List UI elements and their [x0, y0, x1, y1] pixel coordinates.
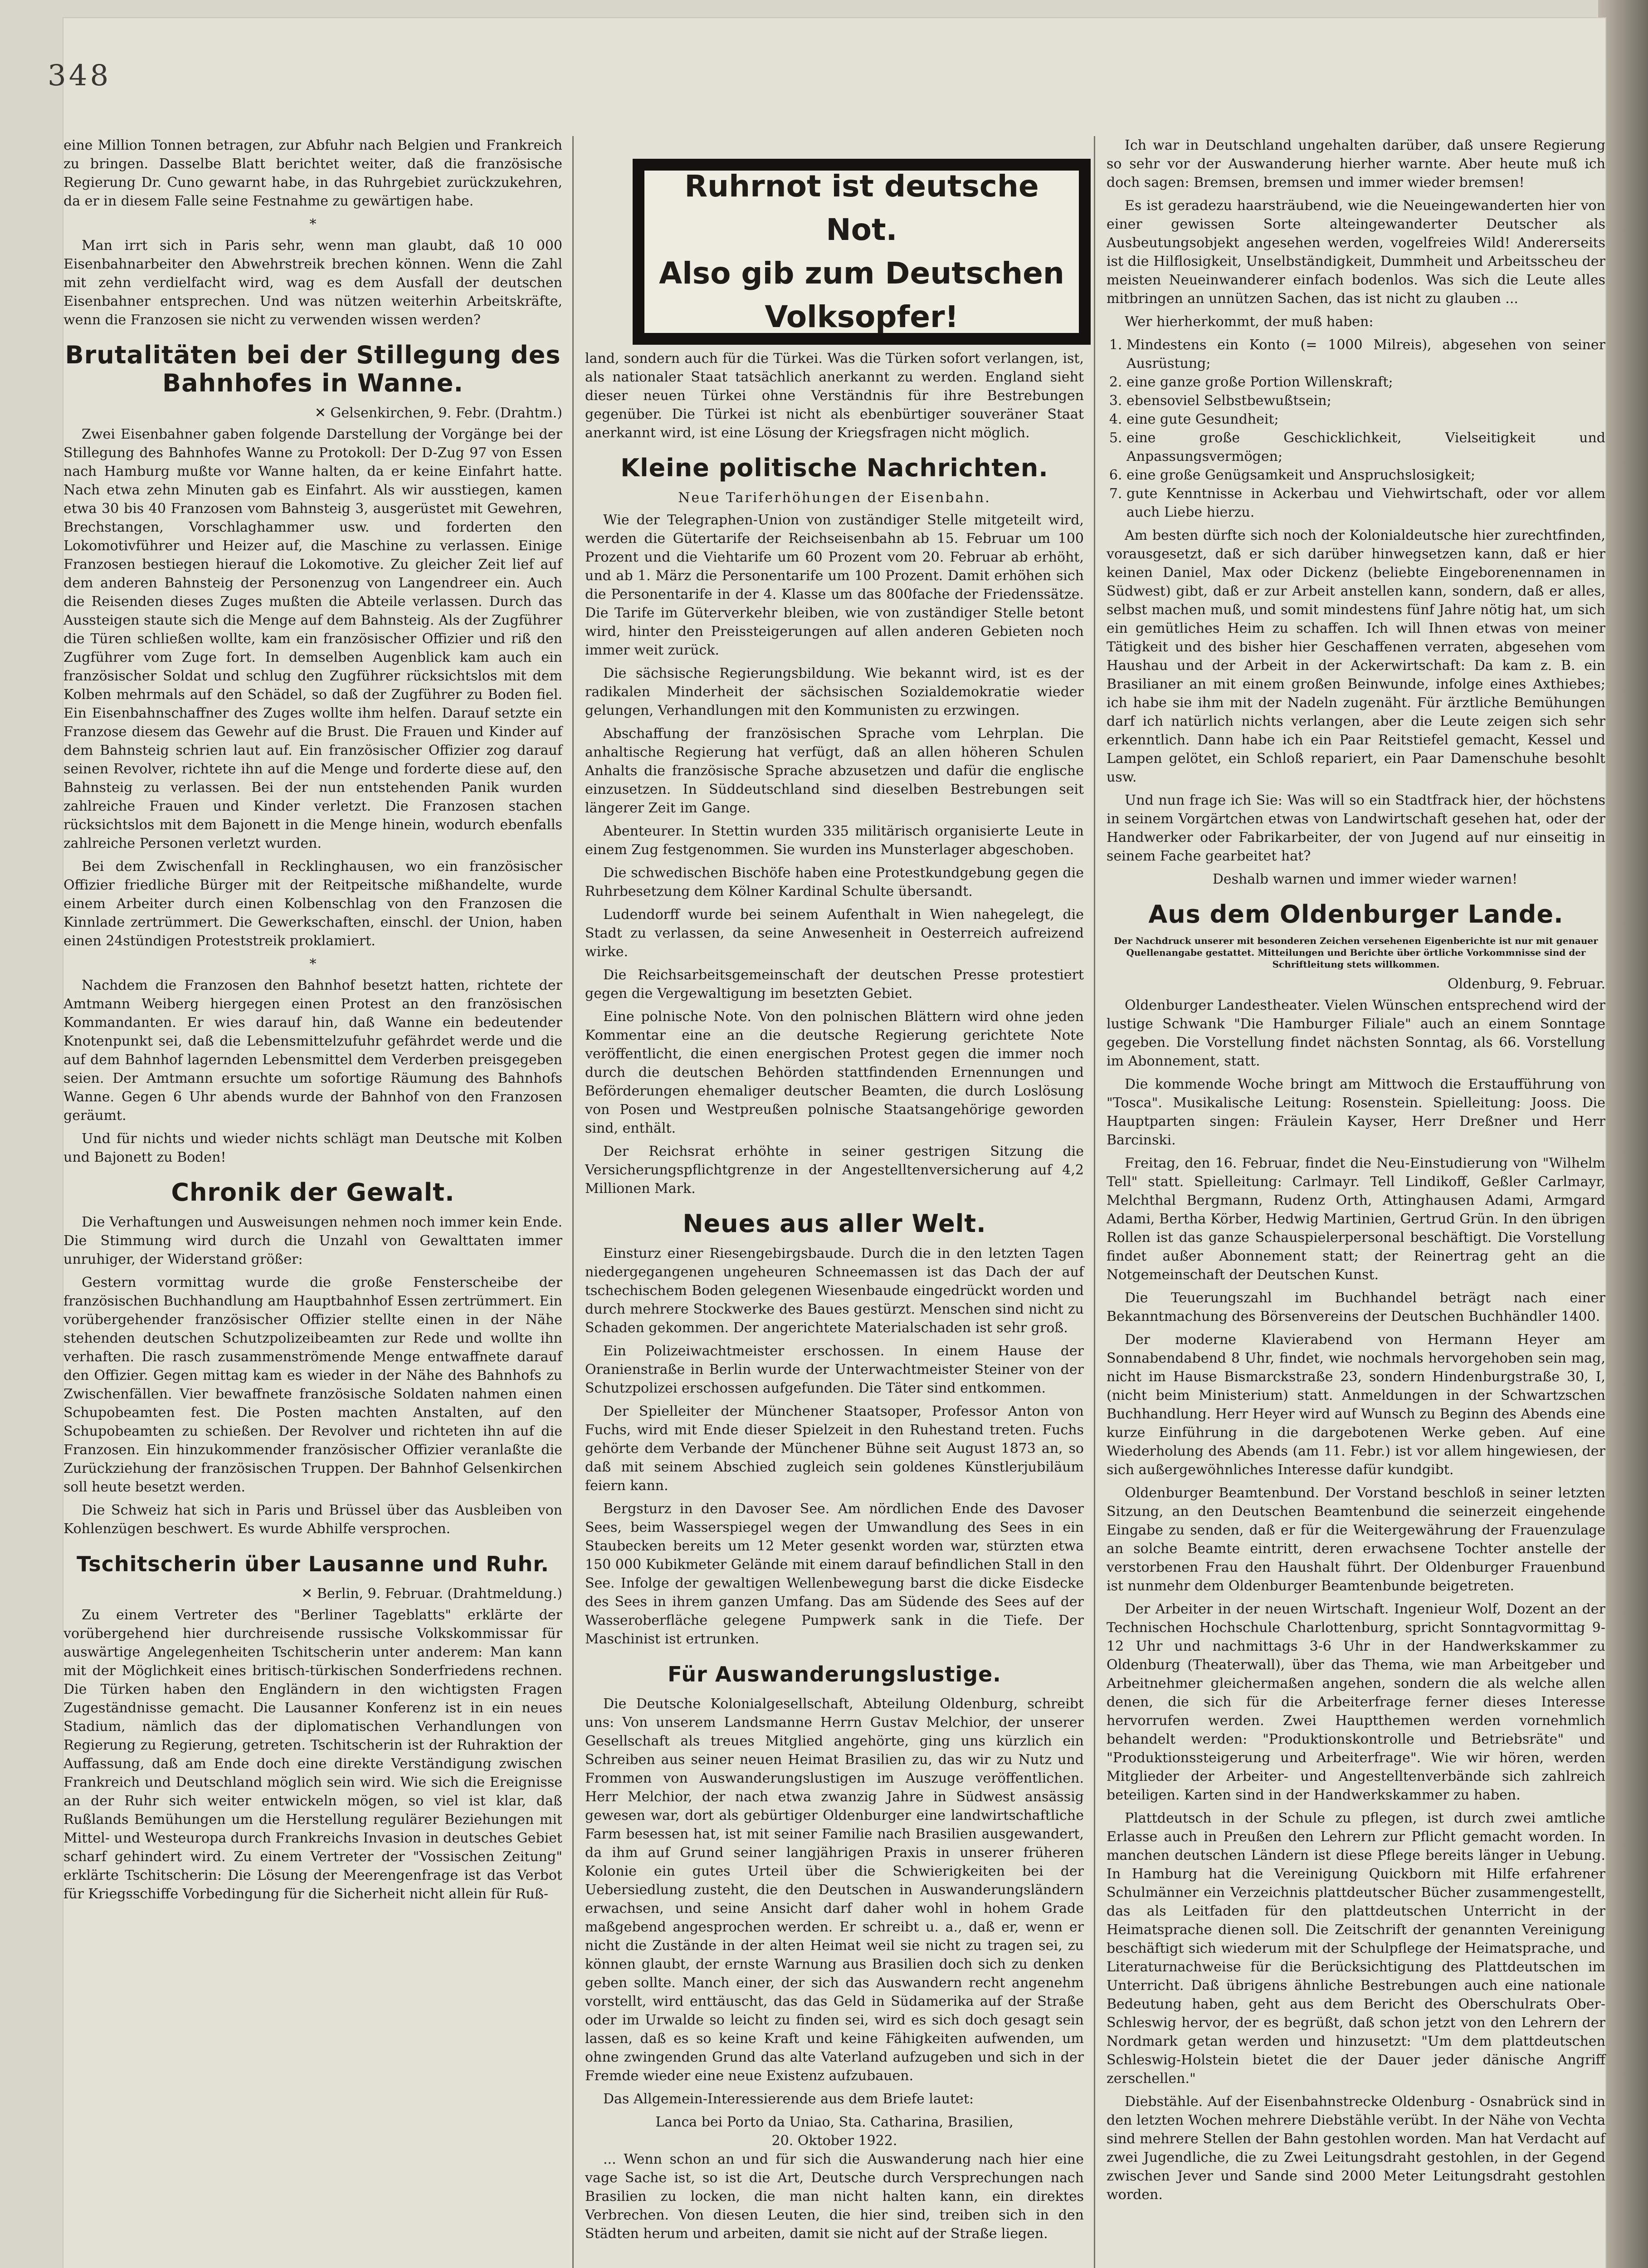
article-body: Nachdem die Franzosen den Bahnhof besetzt hatten, richtete der Amtmann Weiberg hiergegen einen Protest an den französischen Kommandanten. Er wies darauf hin, daß Wanne ein bedeutender Knotenpunkt sei, daß die Lebensmittelzufuhr gefährdet werde und die auf dem Bahnhof lagernden Lebensmittel dem Verderben preisgegeben seien. Der Amtmann ersuchte um sofortige Räumung des Bahnhofs Wanne. Gegen 6 Uhr abends wurde der Bahnhof von den Franzosen geräumt. — [63, 978, 562, 1124]
article-body: Die Reichsarbeitsgemeinschaft der deutschen Presse protestiert gegen die Vergewaltigung im besetzten Gebiet. — [585, 967, 1084, 1002]
requirements-list — [1107, 336, 1605, 522]
letter-place: Lanca bei Porto da Uniao, Sta. Catharina, Brasilien, — [655, 2114, 1014, 2130]
col1-intro: eine Million Tonnen betragen, zur Abfuhr nach Belgien und Frankreich zu bringen. Dasselbe Blatt berichtet weiter, daß die französische Regierung Dr. Cuno gewarnt habe, in das Ruhrgebiet zurückzukehren, da er in diesem Falle seine Festnahme zu gewärtigen habe. — [63, 137, 562, 209]
article-body: Die Teuerungszahl im Buchhandel beträgt nach einer Bekanntmachung des Börsenvereins der Deutschen Buchhändler 1400. — [1107, 1290, 1605, 1325]
dateline-berlin: ✕ Berlin, 9. Februar. (Drahtmeldung.) — [301, 1586, 562, 1602]
col1-para2: Man irrt sich in Paris sehr, wenn man glaubt, daß 10 000 Eisenbahnarbeiter den Abwehrstreik brechen können. Wenn die Zahl mit zehn verdielfacht wird, wag es dem Ausfall der deutschen Eisenbahner entsprechen. Und was nützen weiterhin Arbeitskräfte, wenn die Franzosen sie nicht zu verwenden wissen werden? — [63, 238, 562, 328]
article-body: Der moderne Klavierabend von Hermann Heyer am Sonnabendabend 8 Uhr, findet, wie nochmals hervorgehoben sein mag, nicht im Hause Bismarckstraße 23, sondern Hindenburgstraße 30, I, (nicht beim Ministerium) statt. Anmeldungen in der Schwartzschen Buchhandlung. Herr Heyer wird auf Wunsch zu Beginn des Abends eine kurze Einführung in die dargebotenen Werke geben. Auf eine Wiederholung des Abends (am 11. Febr.) ist vor allem hingewiesen, der sich außergewöhnliches Interesse dafür kundgibt. — [1107, 1332, 1605, 1478]
article-body: ... Wenn schon an und für sich die Auswanderung nach hier eine vage Sache ist, so ist die Art, Deutsche durch Versprechungen nach Brasilien zu locken, die man nicht halten kann, ein direktes Verbrechen. Von diesen Leuten, die hier sind, treiben sich in den Städten herum und arbeiten, damit sie nicht auf der Straße liegen. — [585, 2151, 1084, 2242]
list-item: 4. eine gute Gesundheit; — [1126, 410, 1605, 429]
section-star: * — [309, 216, 317, 232]
column-rule-2 — [1094, 136, 1095, 2268]
article-body: Der Reichsrat erhöhte in seiner gestrigen Sitzung die Versicherungspflichtgrenze in der Angestelltenversicherung auf 4,2 Millionen Mark. — [585, 1144, 1084, 1197]
article-body: Diebstähle. Auf der Eisenbahnstrecke Oldenburg - Osnabrück sind in den letzten Wochen mehrere Diebstähle verübt. In der Nähe von Vechta sind mehrere Stellen der Bahn gestohlen worden. Man hat Verdacht auf zwei Jugendliche, die zu Zwei Leitungsdraht gestohlen, in der Gegend zwischen Jever und Sande sind 2000 Meter Leitungsdraht gestohlen worden. — [1107, 2094, 1605, 2203]
article-body: Ein Polizeiwachtmeister erschossen. In einem Hause der Oranienstraße in Berlin wurde der Unterwachtmeister Steiner von der Schutzpolizei erschossen aufgefunden. Die Täter sind entkommen. — [585, 1343, 1084, 1396]
letter-date: 20. Oktober 1922. — [771, 2133, 897, 2149]
section-star: * — [309, 956, 317, 972]
list-item: 3. ebensoviel Selbstbewußtsein; — [1126, 391, 1605, 410]
article-body: Deshalb warnen und immer wieder warnen! — [1212, 871, 1518, 887]
headline-chronik: Chronik der Gewalt. — [171, 1178, 455, 1207]
page-number: 348 — [48, 59, 112, 93]
headline-kleine-politische: Kleine politische Nachrichten. — [620, 454, 1048, 482]
article-body: Gestern vormittag wurde die große Fensterscheibe der französischen Buchhandlung am Hauptbahnhof Essen zertrümmert. Ein vorübergehender französischer Offizier stellte einen in der Nähe stehenden deutschen Schutzpolizeibeamten zur Rede und wollte ihn verhaften. Die rasch zusammenströmende Menge entwaffnete darauf den Offizier. Gegen mittag kam es wieder in der Nähe des Bahnhofs zu Zwischenfällen. Vier bewaffnete französische Soldaten nahmen einen Schupobeamten fest. Die Posten machten Anstalten, auf den Schupobeamten zu schießen. Der Revolver und richteten ihn auf die Franzosen. Ein hinzukommender französischer Offizier veranlaßte die Zurückziehung der französischen Truppen. Der Bahnhof Gelsenkirchen soll heute besetzt werden. — [63, 1275, 562, 1495]
column-rule-1 — [572, 136, 574, 2268]
list-item: 1. Mindestens ein Konto (= 1000 Milreis), abgesehen von seiner Ausrüstung; — [1126, 336, 1605, 373]
article-body: Der Arbeiter in der neuen Wirtschaft. Ingenieur Wolf, Dozent an der Technischen Hochschule Charlottenburg, spricht Sonntagvormittag 9-12 Uhr und nachmittags 3-6 Uhr in der Handwerkskammer zu Oldenburg (Theaterwall), über das Thema, wie man Arbeitgeber und Arbeitnehmer gleichermaßen angehen, sondern die als welche allen denen, die sich für die Arbeiterfrage ferner dieses Interesse hervorrufen werden. Zwei Hauptthemen werden vornehmlich behandelt werden: "Produktionskontrolle und Betriebsräte" und "Produktionssteigerung und Arbeiterfrage". Wie wir hören, werden Mitglieder der Arbeiter- und Angestelltenverbände sich zahlreich beteiligen. Karten sind in der Handwerkskammer zu haben. — [1107, 1601, 1605, 1803]
article-body: Die sächsische Regierungsbildung. Wie bekannt wird, ist es der radikalen Minderheit der sächsischen Sozialdemokratie wieder gelungen, Verhandlungen mit den Kommunisten zu erzwingen. — [585, 665, 1084, 719]
article-body: Die Deutsche Kolonialgesellschaft, Abteilung Oldenburg, schreibt uns: Von unserem Landsmanne Herrn Gustav Melchior, der unserer Gesellschaft als treues Mitglied angehörte, ging uns kürzlich ein Schreiben aus seiner neuen Heimat Brasilien zu, das wir zu Nutz und Frommen von Auswanderungslustigen im Auszuge veröffentlichen. Herr Melchior, der nach etwa zwanzig Jahre in Südwest ansässig gewesen war, dort als gebürtiger Oldenburger eine landwirtschaftliche Farm besessen hat, ist mit seiner Familie nach Brasilien ausgewandert, da ihm auf Grund seiner langjährigen Praxis in unserer früheren Kolonie ein gutes Urteil über die Schwierigkeiten bei der Uebersiedlung zusteht, die den Deutschen in Auswanderungsländern erwachsen, und seine Ansicht darf daher wohl in hohem Grade maßgebend angesprochen werden. Er schreibt u. a., daß er, wenn er nicht die Zustände in der alten Heimat weil sie nicht zu tragen sei, zu können glaubt, der ernste Warnung aus Brasilien doch sich zu denken geben sollte. Manch einer, der sich das Auswandern recht angenehm vorstellt, wird enttäuscht, das das Geld in Südamerika auf der Straße oder im Urwalde so leicht zu finden sei, wird es sich doch gesagt sein lassen, daß es so keine Kraft und keine Fähigkeiten aufwenden, um ohne zwingenden Grund das alte Vaterland aufzugeben und sich in der Fremde wieder eine neue Existenz aufzubauen. — [585, 1696, 1084, 2084]
headline-neues-aus-aller-welt: Neues aus aller Welt. — [683, 1209, 986, 1238]
article-body: Ludendorff wurde bei seinem Aufenthalt in Wien nahegelegt, die Stadt zu verlassen, da seine Anwesenheit in Oesterreich aufreizend wirke. — [585, 907, 1084, 960]
list-item: 6. eine große Genügsamkeit und Anspruchslosigkeit; — [1126, 466, 1605, 484]
article-body: Oldenburger Beamtenbund. Der Vorstand beschloß in seiner letzten Sitzung, an den Deutschen Beamtenbund die seinerzeit eingehende Eingabe zu senden, daß er für die Weitergewährung der Frauenzulage an solche Beamte eintritt, deren erwachsene Tochter anstelle der verstorbenen Frau den Haushalt führt. Der Oldenburger Frauenbund ist nunmehr dem Oldenburger Beamtenbunde beigetreten. — [1107, 1485, 1605, 1594]
article-body: Es ist geradezu haarsträubend, wie die Neueingewanderten hier von einer gewissen Sorte alteingewanderter Deutscher als Ausbeutungsobjekt angesehen werden, vogelfreies Wild! Andererseits ist die Hilflosigkeit, Unselbständigkeit, Dummheit und Arbeitsscheu der meisten Neueinwanderer einfach bodenlos. Was sich die Leute alles mitbringen an unnützen Sachen, das ist nicht zu glauben ... — [1107, 198, 1605, 307]
article-body: Die schwedischen Bischöfe haben eine Protestkundgebung gegen die Ruhrbesetzung dem Kölner Kardinal Schulte übersandt. — [585, 865, 1084, 899]
dateline-gelsenkirchen: ✕ Gelsenkirchen, 9. Febr. (Drahtm.) — [314, 405, 562, 421]
article-body: Bei dem Zwischenfall in Recklinghausen, wo ein französischer Offizier friedliche Bürger mit der Reitpeitsche mißhandelte, wurde einem Arbeiter durch einen Kolbenschlag von den Franzosen die Kinnlade zertrümmert. Die Gewerkschaften, einschl. der Union, haben einen 24stündigen Proteststreik proklamiert. — [63, 859, 562, 949]
article-body: Oldenburger Landestheater. Vielen Wünschen entsprechend wird der lustige Schwank "Die Hamburger Filiale" auch an einem Sonntage gegeben. Die Vorstellung findet nächsten Sonntag, als 66. Vorstellung im Abonnement, statt. — [1107, 997, 1605, 1069]
article-body: Wie der Telegraphen-Union von zuständiger Stelle mitgeteilt wird, werden die Gütertarife der Reichseisenbahn ab 15. Februar um 100 Prozent und die Viehtarife um 60 Prozent vom 20. Februar ab erhöht, und ab 1. März die Personentarife um 100 Prozent. Damit erhöhen sich die Personentarife in der 4. Klasse um das 800fache der Friedenssätze. Die Tarife im Güterverkehr bleiben, wie von zuständiger Stelle betont wird, hinter den Preissteigerungen auf allen anderen Gebieten noch immer weit zurück. — [585, 512, 1084, 658]
col2-intro: land, sondern auch für die Türkei. Was die Türken sofort verlangen, ist, als nationaler Staat tatsächlich anerkannt zu werden. England sieht dieser neuen Türkei ohne Verständnis für ihre Bestrebungen gegenüber. Die Türkei ist nicht als ebenbürtiger souveräner Staat anerkannt wird, ist eine Lösung der Kriegsfragen nicht möglich. — [585, 351, 1084, 441]
article-body: Einsturz einer Riesengebirgsbaude. Durch die in den letzten Tagen niedergegangenen ungeheuren Schneemassen ist das Dach der auf tschechischem Boden gelegenen Wiesenbaude eingedrückt worden und durch mehrere Stockwerke des Baues gestürzt. Menschen sind nicht zu Schaden gekommen. Der angerichtete Materialschaden ist sehr groß. — [585, 1246, 1084, 1336]
headline-oldenburger-lande: Aus dem Oldenburger Lande. — [1148, 900, 1564, 929]
article-body: Bergsturz in den Davoser See. Am nördlichen Ende des Davoser Sees, beim Wasserspiegel wegen der Umwandlung des Sees in ein Staubecken bereits um 12 Meter gesenkt worden war, stürzten etwa 150 000 Kubikmeter Gelände mit einem darauf befindlichen Stall in den See. Infolge der gewaltigen Wellenbewegung barst die dicke Eisdecke des Sees in ihrem ganzen Umfang. Das am Südende des Sees auf der Wasseroberfläche gelegene Pumpwerk sank in die Tiefe. Der Maschinist ist ertrunken. — [585, 1501, 1084, 1647]
list-item: 2. eine ganze große Portion Willenskraft; — [1126, 373, 1605, 391]
article-body: Die Verhaftungen und Ausweisungen nehmen noch immer kein Ende. Die Stimmung wird durch die Unzahl von Gewalttaten immer unruhiger, der Widerstand größer: — [63, 1214, 562, 1267]
list-item: 7. gute Kenntnisse in Ackerbau und Viehwirtschaft, oder vor allem auch Liebe hierzu. — [1126, 484, 1605, 522]
article-body: Der Spielleiter der Münchener Staatsoper, Professor Anton von Fuchs, wird mit Ende dieser Spielzeit in den Ruhestand treten. Fuchs gehörte dem Verbande der Münchener Bühne seit August 1873 an, so daß mit seinem Abschied zugleich sein goldenes Künstlerjubiläum feiern kann. — [585, 1403, 1084, 1494]
column-3 — [1107, 136, 1605, 2209]
list-item: 5. eine große Geschicklichkeit, Vielseitigkeit und Anpassungsvermögen; — [1126, 429, 1605, 466]
column-1 — [63, 136, 562, 1908]
article-body: Freitag, den 16. Februar, findet die Neu-Einstudierung von "Wilhelm Tell" statt. Spielleitung: Carlmayr. Tell Lindikoff, Geßler Carlmayr, Melchthal Bergmann, Rudenz Orth, Attinghausen Adami, Armgard Adami, Bertha Körber, Hedwig Martinien, Gertrud Grün. In den übrigen Rollen ist das ganze Schauspielerpersonal beschäftigt. Die Vorstellung findet außer Abonnement statt; der Reinertrag geht an die Notgemeinschaft der Deutschen Kunst. — [1107, 1155, 1605, 1283]
headline-wanne: Brutalitäten bei der Stillegung des Bahnhofes in Wanne. — [65, 341, 561, 397]
book-edge — [1598, 0, 1648, 2268]
article-body: Eine polnische Note. Von den polnischen Blättern wird ohne jeden Kommentar eine an die deutsche Regierung gerichtete Note veröffentlicht, die einen energischen Protest gegen die immer noch durch die deutschen Behörden stattfindenden Ernennungen und Beförderungen ehemaliger deutscher Beamten, die durch Loslösung von Posen und Westpreußen polnische Staatsangehörige geworden sind, enthält. — [585, 1009, 1084, 1136]
column-2 — [585, 349, 1084, 2248]
article-body: Das Allgemein-Interessierende aus dem Briefe lautet: — [603, 2091, 974, 2107]
article-body: Wer hierherkommt, der muß haben: — [1125, 314, 1374, 330]
subheadline-tarife: Neue Tariferhöhungen der Eisenbahn. — [678, 490, 991, 506]
dateline-oldenburg: Oldenburg, 9. Februar. — [1447, 976, 1605, 992]
article-body: Und nun frage ich Sie: Was will so ein Stadtfrack hier, der höchstens in seinem Vorgärtchen etwas von Landwirtschaft gesehen hat, oder der Handwerker oder Fabrikarbeiter, der von Jugend auf nur einseitig in seinem Fache gearbeitet hat? — [1107, 792, 1605, 864]
article-body: Die Schweiz hat sich in Paris und Brüssel über das Ausbleiben von Kohlenzügen beschwert. Es wurde Abhilfe versprochen. — [63, 1502, 562, 1537]
article-body: Die kommende Woche bringt am Mittwoch die Erstaufführung von "Tosca". Musikalische Leitung: Rosenstein. Spielleitung: Jooss. Die Hauptparten singen: Fräulein Kayser, Herr Dreßner und Herr Barcinski. — [1107, 1076, 1605, 1148]
appeal-line-1: Ruhrnot ist deutsche Not. — [684, 169, 1039, 247]
article-body: Am besten dürfte sich noch der Kolonialdeutsche hier zurechtfinden, vorausgesetzt, daß er sich darüber hinwegsetzen kann, daß er hier keinen Daniel, Max oder Dickenz (beliebte Eingeborenennamen in Südwest) gibt, daß er zur Arbeit anstellen kann, sondern, daß er alles, selbst machen muß, und somit mindestens fünf Jahre nötig hat, um sich ein gemütliches Heim zu schaffen. Ich will Ihnen etwas von meiner Tätigkeit und des bisher hier Geschaffenen verraten, abgesehen vom Haushau und der Arbeit in der Ackerwirtschaft: Da kam z. B. ein Brasilianer an mit einem großen Beinwunde, infolge eines Axthiebes; ich habe sie ihm mit der Nadeln zugenäht. Für ärztliche Bemühungen darf ich natürlich nichts verlangen, aber die Leute zeigen sich sehr erkenntlich. Dann habe ich ein Paar Reitstiefel gemacht, Kessel und Lampen gelötet, ein Schloß repariert, ein Paar Damenschuhe besohlt usw. — [1107, 528, 1605, 785]
headline-auswanderung: Für Auswanderungslustige. — [668, 1662, 1001, 1686]
article-body: Und für nichts und wieder nichts schlägt man Deutsche mit Kolben und Bajonett zu Boden! — [63, 1131, 562, 1165]
article-body: Zwei Eisenbahner gaben folgende Darstellung der Vorgänge bei der Stillegung des Bahnhofes Wanne zu Protokoll: Der D-Zug 97 von Essen nach Hamburg mußte vor Wanne halten, da er keine Einfahrt hatte. Nach etwa zehn Minuten gab es Einfahrt. Als wir ausstiegen, kamen etwa 30 bis 40 Franzosen vom Bahnsteig 3, ausgerüstet mit Gewehren, Brechstangen, Vorschlaghammer usw. und forderten den Lokomotivführer und Heizer auf, die Maschine zu verlassen. Einige Franzosen bestiegen hierauf die Lokomotive. Zu gleicher Zeit lief auf dem anderen Bahnsteig der Personenzug von Langendreer ein. Auch die Reisenden dieses Zuges mußten die Abteile verlassen. Durch das Aussteigen staute sich die Menge auf dem Bahnsteig. Als der Zugführer die Türen schließen wollte, kam ein französischer Offizier und riß den Zugführer vom Zuge fort. In demselben Augenblick kam auch ein französischer Soldat und schlug den Zugführer rücksichtslos mit dem Kolben mehrmals auf den Schädel, so daß der Zugführer zu Boden fiel. Ein Eisenbahnschaffner des Zuges wollte ihm helfen. Darauf setzte ein Franzose diesem das Gewehr auf die Brust. Die Frauen und Kinder auf dem Bahnsteig schrien laut auf. Ein französischer Offizier zog darauf seinen Revolver, richtete ihn auf die Menge und forderte diese auf, den Bahnsteig zu verlassen. Bei der nun entstehenden Panik wurden zahlreiche Frauen und Kinder verletzt. Die Franzosen stachen rücksichtslos mit dem Bajonett in die Menge hinein, wodurch ebenfalls zahlreiche Personen verletzt wurden. — [63, 426, 562, 851]
article-body: Plattdeutsch in der Schule zu pflegen, ist durch zwei amtliche Erlasse auch in Preußen den Lehrern zur Pflicht gemacht worden. In manchen deutschen Ländern ist diese Pflege bereits länger in Uebung. In Hamburg hat die Vereinigung Quickborn mit Hilfe erfahrener Schulmänner ein Verzeichnis plattdeutscher Bücher zusammengestellt, das als Leitfaden für den plattdeutschen Unterricht in der Heimatsprache dienen soll. Die Zeitschrift der genannten Vereinigung beschäftigt sich wiederum mit der Schulpflege der Heimatsprache, und Literaturnachweise für die Berücksichtigung des Plattdeutschen im Unterricht. Daß übrigens ähnliche Bestrebungen auch eine nationale Bedeutung haben, geht aus dem Bericht des Oberschulrats Ober-Schleswig hervor, der es begrüßt, daß schon jetzt von den Lehrern der Nordmark getan werden und hinzusetzt: "Um dem plattdeutschen Schleswig-Holstein bietet die der Dauer jeder dänische Angriff zerschellen." — [1107, 1810, 1605, 2087]
appeal-line-2: Also gib zum Deutschen Volksopfer! — [659, 256, 1064, 334]
article-body: Abschaffung der französischen Sprache vom Lehrplan. Die anhaltische Regierung hat verfügt, daß an allen höheren Schulen Anhalts die französische Sprache abzusetzen und dafür die englische einzusetzen. In Süddeutschland sind dieselben Bestrebungen seit längerer Zeit im Gange. — [585, 726, 1084, 816]
article-body: Abenteurer. In Stettin wurden 335 militärisch organisierte Leute in einem Zug festgenommen. Sie wurden ins Munsterlager abgeschoben. — [585, 823, 1084, 858]
article-body: Zu einem Vertreter des "Berliner Tageblatts" erklärte der vorübergehend hier durchreisende russische Volkskommissar für auswärtige Angelegenheiten Tschitscherin unter anderem: Man kann mit der Möglichkeit eines britisch-türkischen Sonderfriedens rechnen. Die Türken haben den Engländern in den wichtigsten Fragen Zugeständnisse gemacht. Die Lausanner Konferenz ist in ein neues Stadium, nämlich das der diplomatischen Verhandlungen von Regierung zu Regierung, getreten. Tschitscherin ist der Ruhraktion der Auffassung, daß am Ende doch eine direkte Verständigung zwischen Frankreich und Deutschland möglich sein wird. Wie sich die Ereignisse an der Ruhr sich weiter entwickeln mögen, so viel ist klar, daß Rußlands Bemühungen um die Herstellung regulärer Beziehungen mit Mittel- und Westeuropa durch Frankreichs Invasion in deutsches Gebiet scharf gehindert wird. Zu einem Vertreter der "Vossischen Zeitung" erklärte Tschitscherin: Die Lösung der Meerengenfrage ist das Verbot für Kriegsschiffe Vorbedingung für die Sicherheit nicht allein für Ruß- — [63, 1607, 562, 1902]
headline-tschitscherin: Tschitscherin über Lausanne und Ruhr. — [77, 1552, 549, 1576]
col3-intro: Ich war in Deutschland ungehalten darüber, daß unsere Regierung so sehr vor der Auswanderung hierher warnte. Aber heute muß ich doch sagen: Bremsen, bremsen und immer wieder bremsen! — [1107, 137, 1605, 191]
appeal-box — [633, 159, 1091, 345]
reprint-notice: Der Nachdruck unserer mit besonderen Zeichen versehenen Eigenberichte ist nur mit genauer Quellenangabe gestattet. Mitteilungen und Berichte über örtliche Vorkommnisse sind der Schriftleitung stets willkommen. — [1114, 935, 1598, 970]
